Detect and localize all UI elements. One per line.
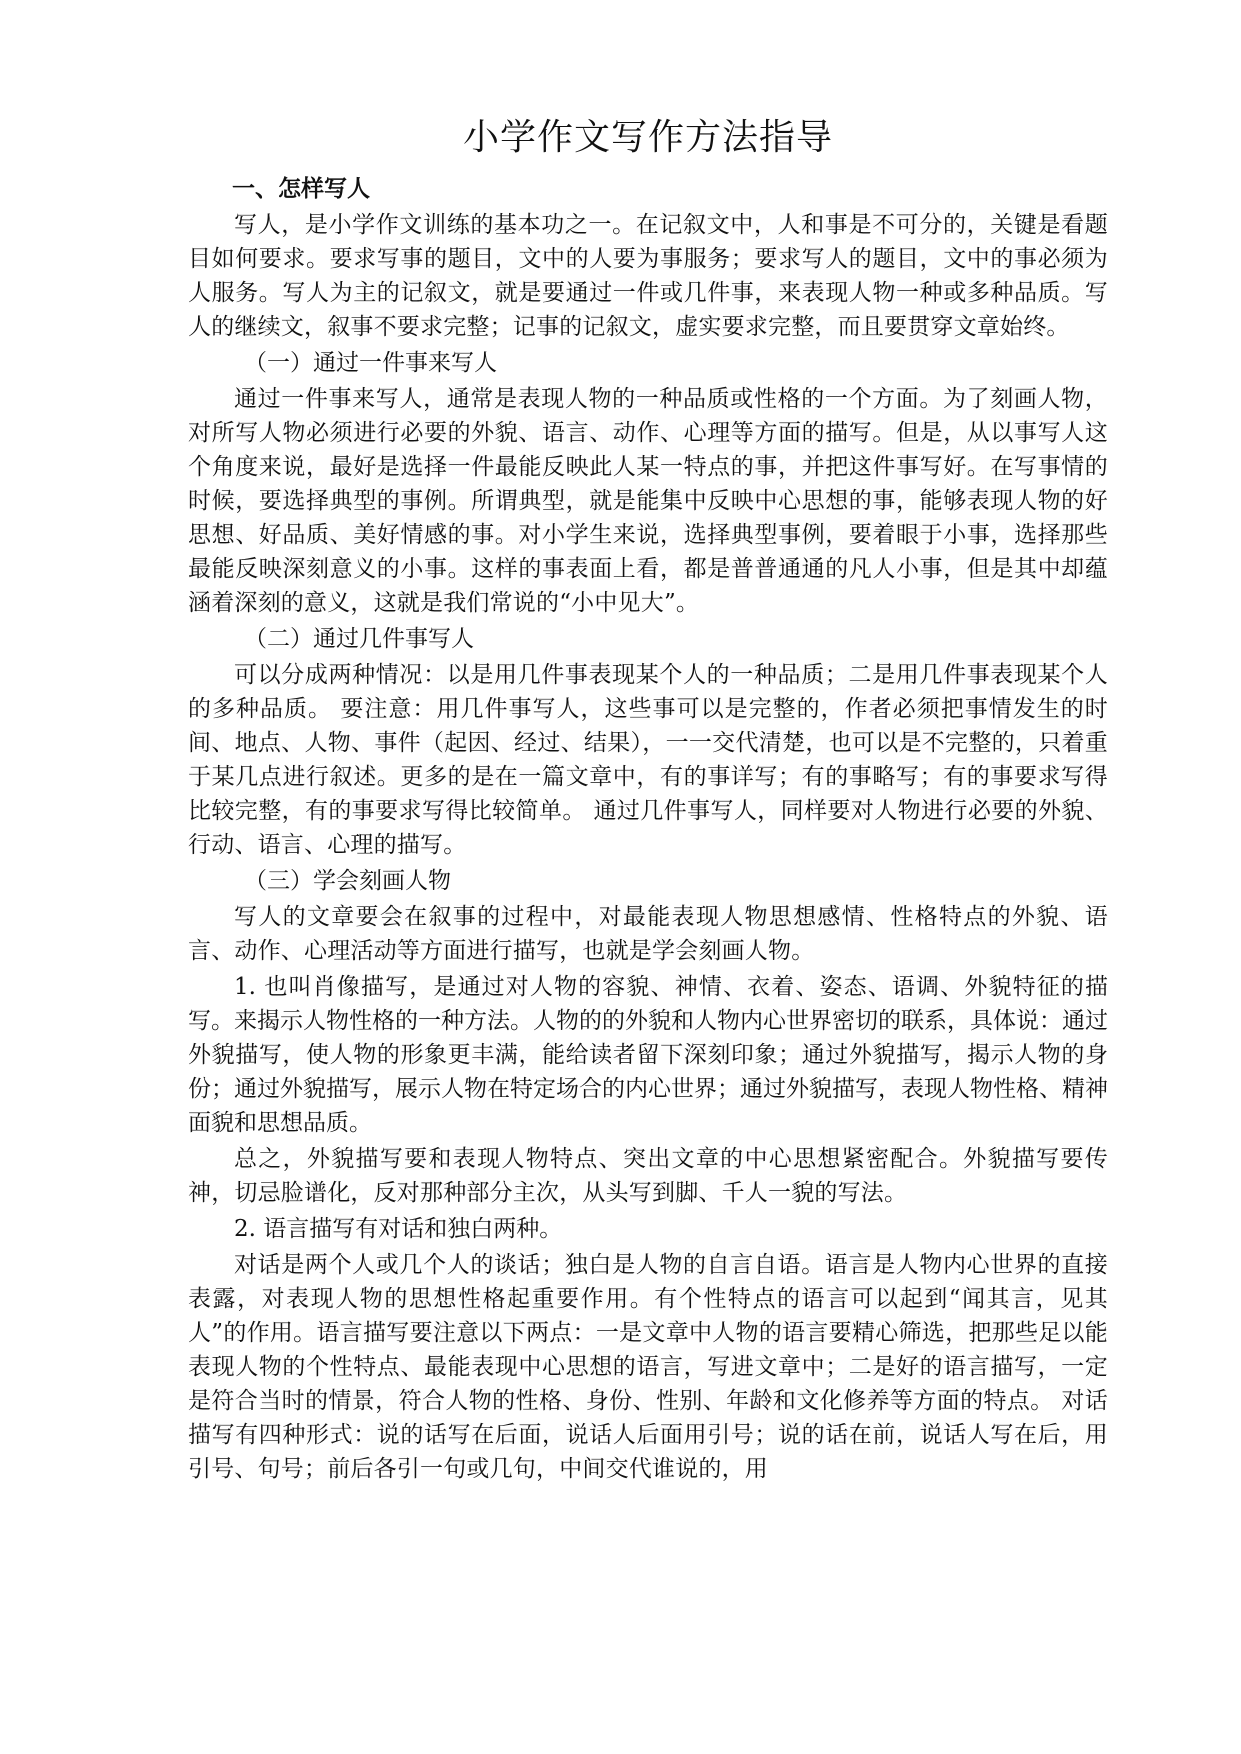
item-language-description-heading: 2. 语言描写有对话和独白两种。: [234, 1216, 563, 1242]
document-page: [188, 112, 1108, 1488]
paragraph-several-events: 可以分成两种情况：以是用几件事表现某个人的一种品质；二是用几件事表现某个人的多种品质。 要注意：用几件事写人，这些事可以是完整的，作者必须把事情发生的时间、地点、人物、事件（起因、经过、结果），一一交代清楚，也可以是不完整的，只着重于某几点进行叙述。更多的是在一篇文章中，有的事详写；有的事略写；有的事要求写得比较完整，有的事要求写得比较简单。 通过几件事写人，同样要对人物进行必要的外貌、行动、语言、心理的描写。: [188, 662, 1108, 858]
paragraph-portraying-characters: 写人的文章要会在叙事的过程中，对最能表现人物思想感情、性格特点的外貌、语言、动作、心理活动等方面进行描写，也就是学会刻画人物。: [188, 904, 1108, 964]
subheading-one-event: （一）通过一件事来写人: [244, 350, 497, 376]
subheading-several-events: （二）通过几件事写人: [244, 626, 474, 652]
paragraph-dialogue-monologue: 对话是两个人或几个人的谈话；独白是人物的自言自语。语言是人物内心世界的直接表露，对表现人物的思想性格起重要作用。有个性特点的语言可以起到“闻其言，见其人”的作用。语言描写要注意以下两点：一是文章中人物的语言要精心筛选，把那些足以能表现人物的个性特点、最能表现中心思想的语言，写进文章中；二是好的语言描写，一定是符合当时的情景，符合人物的性格、身份、性别、年龄和文化修养等方面的特点。 对话描写有四种形式：说的话写在后面，说话人后面用引号；说的话在前，说话人写在后，用引号、句号；前后各引一句或几句，中间交代谁说的，用: [188, 1252, 1108, 1482]
intro-paragraph: 写人，是小学作文训练的基本功之一。在记叙文中，人和事是不可分的，关键是看题目如何要求。要求写事的题目，文中的人要为事服务；要求写人的题目，文中的事必须为人服务。写人为主的记叙文，就是要通过一件或几件事，来表现人物一种或多种品质。写人的继续文，叙事不要求完整；记事的记叙文，虚实要求完整，而且要贯穿文章始终。: [188, 212, 1108, 340]
subheading-portraying-characters: （三）学会刻画人物: [244, 868, 451, 894]
document-title: 小学作文写作方法指导: [462, 117, 833, 158]
summary-paragraph: 总之，外貌描写要和表现人物特点、突出文章的中心思想紧密配合。外貌描写要传神，切忌脸谱化，反对那种部分主次，从头写到脚、千人一貌的写法。: [188, 1146, 1108, 1206]
section-heading-writing-people: 一、怎样写人: [232, 175, 370, 202]
item-appearance-description: 1. 也叫肖像描写，是通过对人物的容貌、神情、衣着、姿态、语调、外貌特征的描写。来揭示人物性格的一种方法。人物的的外貌和人物内心世界密切的联系，具体说：通过外貌描写，使人物的形象更丰满，能给读者留下深刻印象；通过外貌描写，揭示人物的身份；通过外貌描写，展示人物在特定场合的内心世界；通过外貌描写，表现人物性格、精神面貌和思想品质。: [188, 974, 1108, 1136]
paragraph-one-event: 通过一件事来写人，通常是表现人物的一种品质或性格的一个方面。为了刻画人物，对所写人物必须进行必要的外貌、语言、动作、心理等方面的描写。但是，从以事写人这个角度来说，最好是选择一件最能反映此人某一特点的事，并把这件事写好。在写事情的时候，要选择典型的事例。所谓典型，就是能集中反映中心思想的事，能够表现人物的好思想、好品质、美好情感的事。对小学生来说，选择典型事例，要着眼于小事，选择那些最能反映深刻意义的小事。这样的事表面上看，都是普普通通的凡人小事，但是其中却蕴涵着深刻的意义，这就是我们常说的“小中见大”。: [188, 386, 1108, 616]
